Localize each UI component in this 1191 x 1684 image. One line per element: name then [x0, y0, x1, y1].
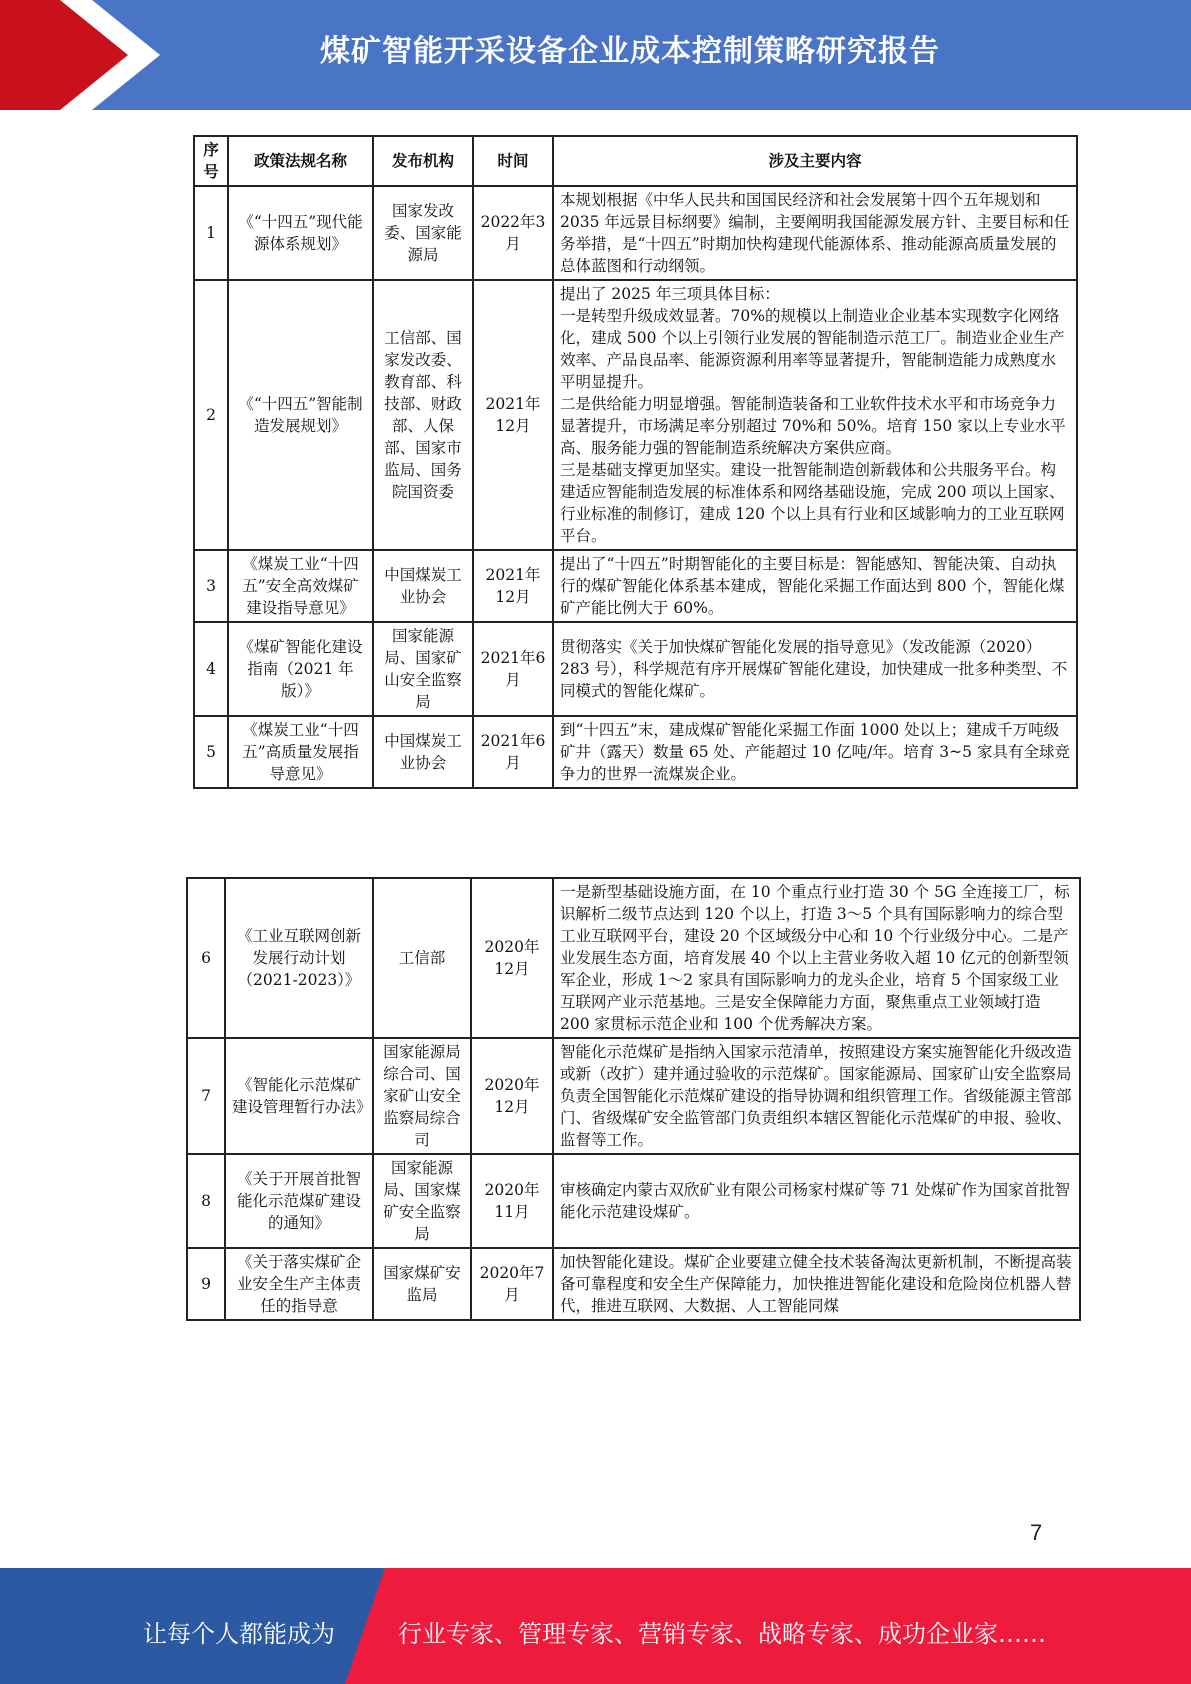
row-name: 《智能化示范煤矿建设管理暂行办法》: [225, 1038, 373, 1154]
row-org: 国家能源局、国家煤矿安全监察局: [373, 1154, 471, 1248]
header-content: 涉及主要内容: [553, 136, 1077, 186]
header-no: 序号: [194, 136, 228, 186]
policy-table-part-2: [186, 877, 1081, 1321]
row-content: 智能化示范煤矿是指纳入国家示范清单，按照建设方案实施智能化升级改造或新（改扩）建并通过验收的示范煤矿。国家能源局、国家矿山安全监察局负责全国智能化示范煤矿建设的指导协调和组织管理工作。省级能源主管部门、省级煤矿安全监管部门负责组织本辖区智能化示范煤矿的申报、验收、监督等工作。: [553, 1038, 1080, 1154]
row-date: 2020年7月: [471, 1248, 553, 1320]
row-no: 4: [194, 622, 228, 716]
row-name: 《“十四五”现代能源体系规划》: [228, 186, 373, 280]
row-org: 工信部、国家发改委、教育部、科技部、财政部、人保部、国家市监局、国务院国资委: [373, 280, 473, 550]
content-line: 一是转型升级成效显著。70%的规模以上制造业企业基本实现数字化网络化，建成 500 个以上引领行业发展的智能制造示范工厂。制造业企业生产效率、产品良品率、能源资源利用率等显著提升，智能制造能力成熟度水平明显提升。: [560, 307, 1065, 391]
row-no: 7: [187, 1038, 225, 1154]
header-red-arrow: [0, 0, 150, 110]
table-row: [187, 1038, 1080, 1154]
row-org: 国家发改委、国家能源局: [373, 186, 473, 280]
row-org: 国家煤矿安监局: [373, 1248, 471, 1320]
row-no: 9: [187, 1248, 225, 1320]
header-org: 发布机构: [373, 136, 473, 186]
table-row: [194, 280, 1077, 550]
header-name: 政策法规名称: [228, 136, 373, 186]
row-content: 审核确定内蒙古双欣矿业有限公司杨家村煤矿等 71 处煤矿作为国家首批智能化示范建设煤矿。: [553, 1154, 1080, 1248]
row-no: 3: [194, 550, 228, 622]
row-date: 2021年12月: [473, 280, 553, 550]
table-row: [194, 716, 1077, 788]
row-org: 中国煤炭工业协会: [373, 550, 473, 622]
table-row: [187, 1154, 1080, 1248]
row-date: 2021年6月: [473, 622, 553, 716]
content-line: 二是供给能力明显增强。智能制造装备和工业软件技术水平和市场竞争力显著提升，市场满足率分别超过 70%和 50%。培育 150 家以上专业水平高、服务能力强的智能制造系统解决方案供应商。: [560, 395, 1066, 457]
row-no: 1: [194, 186, 228, 280]
row-no: 2: [194, 280, 228, 550]
table-row: [194, 622, 1077, 716]
policy-table-part-1: [193, 135, 1078, 789]
footer-banner: [0, 1568, 1191, 1684]
table-header-row: [194, 136, 1077, 186]
footer-slogan-right: 行业专家、管理专家、营销专家、战略专家、成功企业家……: [398, 1620, 1046, 1648]
row-date: 2021年12月: [473, 550, 553, 622]
row-no: 5: [194, 716, 228, 788]
row-date: 2020年12月: [471, 878, 553, 1038]
row-org: 工信部: [373, 878, 471, 1038]
row-content: 加快智能化建设。煤矿企业要建立健全技术装备淘汰更新机制，不断提高装备可靠程度和安全生产保障能力，加快推进智能化建设和危险岗位机器人替代，推进互联网、大数据、人工智能同煤: [553, 1248, 1080, 1320]
row-org: 国家能源局综合司、国家矿山安全监察局综合司: [373, 1038, 471, 1154]
row-no: 6: [187, 878, 225, 1038]
row-date: 2020年12月: [471, 1038, 553, 1154]
table-row: [187, 878, 1080, 1038]
row-name: 《工业互联网创新发展行动计划（2021-2023）》: [225, 878, 373, 1038]
row-date: 2020年11月: [471, 1154, 553, 1248]
content-line: 提出了 2025 年三项具体目标：: [560, 285, 780, 303]
row-content: 一是新型基础设施方面，在 10 个重点行业打造 30 个 5G 全连接工厂，标识解析二级节点达到 120 个以上，打造 3～5 个具有国际影响力的综合型工业互联网平台，建设 20 个区域级分中心和 10 个行业级分中心。二是产业发展生态方面，培育发展 40 个以上主营业务收入超 10 亿元的创新型领军企业，形成 1～2 家具有国际影响力的龙头企业，培育 5 个国家级工业互联网产业示范基地。三是安全保障能力方面，聚焦重点工业领域打造 200 家贯标示范企业和 100 个优秀解决方案。: [553, 878, 1080, 1038]
row-org: 国家能源局、国家矿山安全监察局: [373, 622, 473, 716]
row-name: 《关于开展首批智能化示范煤矿建设的通知》: [225, 1154, 373, 1248]
table-row: [187, 1248, 1080, 1320]
table-row: [194, 550, 1077, 622]
row-no: 8: [187, 1154, 225, 1248]
row-org: 中国煤炭工业协会: [373, 716, 473, 788]
row-content: 到“十四五”末，建成煤矿智能化采掘工作面 1000 处以上；建成千万吨级矿井（露天）数量 65 处、产能超过 10 亿吨/年。培育 3~5 家具有全球竞争力的世界一流煤炭企业。: [553, 716, 1077, 788]
row-name: 《煤炭工业“十四五”安全高效煤矿建设指导意见》: [228, 550, 373, 622]
page-number: 7: [1030, 1520, 1043, 1545]
row-content: 贯彻落实《关于加快煤矿智能化发展的指导意见》（发改能源（2020）283 号），科学规范有序开展煤矿智能化建设，加快建成一批多种类型、不同模式的智能化煤矿。: [553, 622, 1077, 716]
row-name: 《关于落实煤矿企业安全生产主体责任的指导意: [225, 1248, 373, 1320]
row-name: 《“十四五”智能制造发展规划》: [228, 280, 373, 550]
header-date: 时间: [473, 136, 553, 186]
footer-slogan-left: 让每个人都能成为: [143, 1620, 335, 1648]
row-date: 2022年3月: [473, 186, 553, 280]
row-content: [553, 280, 1077, 550]
row-name: 《煤炭工业“十四五”高质量发展指导意见》: [228, 716, 373, 788]
content-line: 三是基础支撑更加坚实。建设一批智能制造创新载体和公共服务平台。构建适应智能制造发展的标准体系和网络基础设施，完成 200 项以上国家、行业标准的制修订，建成 120 个以上具有行业和区域影响力的工业互联网平台。: [560, 461, 1065, 545]
row-content: 本规划根据《中华人民共和国国民经济和社会发展第十四个五年规划和 2035 年远景目标纲要》编制，主要阐明我国能源发展方针、主要目标和任务举措，是“十四五”时期加快构建现代能源体系、推动能源高质量发展的总体蓝图和行动纲领。: [553, 186, 1077, 280]
row-date: 2021年6月: [473, 716, 553, 788]
row-content: 提出了“十四五”时期智能化的主要目标是：智能感知、智能决策、自动执行的煤矿智能化体系基本建成，智能化采掘工作面达到 800 个，智能化煤矿产能比例大于 60%。: [553, 550, 1077, 622]
row-name: 《煤矿智能化建设指南（2021 年版）》: [228, 622, 373, 716]
document-title: 煤矿智能开采设备企业成本控制策略研究报告: [320, 34, 940, 69]
table-row: [194, 186, 1077, 280]
header-banner: [0, 0, 1191, 110]
